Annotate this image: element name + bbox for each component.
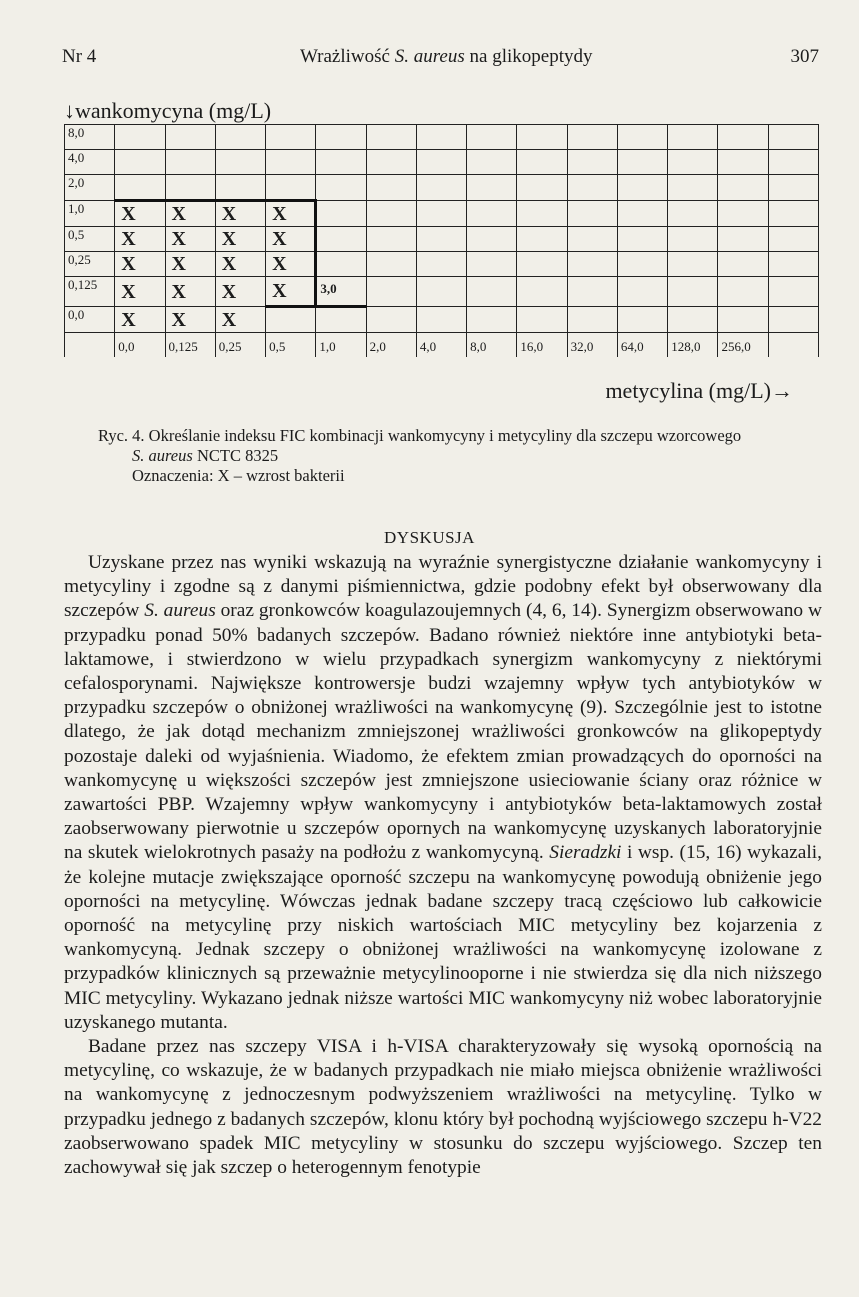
caption-legend: Oznaczenia: X – wzrost bakterii [132, 466, 345, 485]
table-cell [416, 125, 466, 150]
x-tick-label: 0,125 [165, 333, 215, 358]
table-cell [718, 150, 768, 175]
table-cell [567, 307, 617, 333]
row-label: 8,0 [65, 125, 115, 150]
table-cell [316, 307, 366, 333]
row-label: 0,0 [65, 307, 115, 333]
table-cell [517, 125, 567, 150]
y-axis-label: ↓wankomycyna (mg/L) [64, 98, 272, 123]
table-cell [467, 150, 517, 175]
table-cell [366, 125, 416, 150]
table-cell [567, 150, 617, 175]
growth-mark: X [266, 252, 316, 277]
table-cell [316, 201, 366, 227]
table-cell [768, 125, 818, 150]
table-row [65, 175, 819, 201]
table-row [65, 252, 819, 277]
table-cell [366, 150, 416, 175]
section-heading: DYSKUSJA [384, 528, 475, 547]
table-cell [115, 150, 165, 175]
table-cell [467, 125, 517, 150]
table-cell [718, 277, 768, 307]
table-row [65, 201, 819, 227]
x-tick-label: 256,0 [718, 333, 768, 358]
table-cell [617, 125, 667, 150]
growth-mark: X [215, 201, 265, 227]
growth-mark: X [165, 307, 215, 333]
table-cell [266, 150, 316, 175]
running-title [300, 46, 592, 68]
table-cell [567, 175, 617, 201]
table-row [65, 277, 819, 307]
table-cell [617, 277, 667, 307]
table-cell [416, 227, 466, 252]
row-label: 0,25 [65, 252, 115, 277]
table-cell [567, 277, 617, 307]
growth-mark: X [215, 277, 265, 307]
caption-species: S. aureus [132, 446, 193, 465]
table-cell [768, 252, 818, 277]
growth-mark: X [165, 227, 215, 252]
x-tick-label: 0,0 [115, 333, 165, 358]
growth-mark: X [165, 252, 215, 277]
table-cell [266, 307, 316, 333]
table-cell [567, 201, 617, 227]
table-cell [567, 125, 617, 150]
table-cell [768, 175, 818, 201]
row-label: 4,0 [65, 150, 115, 175]
x-tick-label: 64,0 [617, 333, 667, 358]
growth-mark: X [266, 201, 316, 227]
x-tick-label: 0,25 [215, 333, 265, 358]
table-cell [115, 125, 165, 150]
growth-mark: X [215, 307, 265, 333]
row-label: 0,5 [65, 227, 115, 252]
growth-mark: X [115, 277, 165, 307]
table-cell [668, 307, 718, 333]
x-tick-label: 2,0 [366, 333, 416, 358]
table-cell [316, 150, 366, 175]
table-cell [517, 150, 567, 175]
table-cell [366, 201, 416, 227]
table-cell [768, 150, 818, 175]
table-cell [316, 125, 366, 150]
table-cell [115, 175, 165, 201]
table-cell [617, 150, 667, 175]
table-cell [215, 125, 265, 150]
table-cell [366, 277, 416, 307]
growth-mark: X [115, 252, 165, 277]
table-row [65, 227, 819, 252]
caption-line-1: Ryc. 4. Określanie indeksu FIC kombinacji wankomycyny i metycyliny dla szczepu wzorcowego [98, 426, 742, 445]
x-tick-label: 4,0 [416, 333, 466, 358]
row-label: 2,0 [65, 175, 115, 201]
x-tick-label: 8,0 [467, 333, 517, 358]
table-cell [266, 125, 316, 150]
table-cell [718, 307, 768, 333]
table-cell [366, 307, 416, 333]
x-tick-label: 1,0 [316, 333, 366, 358]
table-cell [416, 175, 466, 201]
table-cell [316, 252, 366, 277]
running-header [62, 46, 819, 70]
table-cell [467, 201, 517, 227]
table-cell [617, 307, 667, 333]
table-cell [668, 277, 718, 307]
table-cell [668, 227, 718, 252]
x-tick-label [768, 333, 818, 358]
body-text [64, 551, 822, 1180]
growth-mark: X [215, 227, 265, 252]
table-cell [416, 277, 466, 307]
paragraph: Uzyskane przez nas wyniki wskazują na wyraźnie synergistyczne działanie wankomycyny i metycyliny i zgodne są z danymi piśmiennictwa, gdzie podobny efekt był obserwowany dla szczepów S. aureus oraz gronkowców koagulazoujemnych (4, 6, 14). Synergizm obserwowano w przypadku ponad 50% badanych szczepów. Badano również niektóre inne antybiotyki beta-laktamowe, i stwierdzono w wielu przypadkach synergizm wankomycyny z niektórymi cefalosporynami. Największe kontrowersje budzi wzajemny wpływ tych antybiotyków w przypadku szczepów o obniżonej wrażliwości na wankomycynę (9). Szczególnie jest to istotne dlatego, że jak dotąd mechanizm zmniejszonej wrażliwości gronkowców na glikopeptydy pozostaje daleki od wyjaśnienia. Wiadomo, że efektem zmian prowadzących do oporności na wankomycynę u większości szczepów jest zmniejszone usieciowanie ściany oraz różnice w zawartości PBP. Wzajemny wpływ wankomycyny i antybiotyków beta-laktamowych został zaobserwowany pierwotnie u szczepów opornych na wankomycynę uzyskanych laboratoryjnie na skutek wielokrotnych pasaży na podłożu z wankomycyną. Sieradzki i wsp. (15, 16) wykazali, że kolejne mutacje zwiększające oporność szczepu na wankomycynę powodują obniżenie jego oporności na metycylinę. Wówczas jednak badane szczepy tracą częściowo lub całkowicie oporność na metycylinę przy niskich wartościach MIC metycyliny bez kojarzenia z wankomycyną. Jednak szczepy o obniżonej wrażliwości na wankomycynę izolowane z przypadków klinicznych są przeważnie metycylinooporne i nie stwierdza się dla nich niższego MIC metycyliny. Wykazano jednak niższe wartości MIC wankomycyny niż wobec laboratoryjnie uzyskanego mutanta. [64, 552, 822, 1033]
table-cell [517, 227, 567, 252]
growth-mark: X [115, 201, 165, 227]
table-row [65, 307, 819, 333]
table-cell [668, 150, 718, 175]
axis-corner [65, 333, 115, 358]
table-cell [617, 175, 667, 201]
table-cell [668, 201, 718, 227]
growth-mark: X [215, 252, 265, 277]
table-cell [366, 252, 416, 277]
table-row [65, 150, 819, 175]
table-cell [165, 125, 215, 150]
table-cell [165, 175, 215, 201]
growth-mark: X [165, 277, 215, 307]
table-cell [768, 227, 818, 252]
table-cell [668, 125, 718, 150]
table-cell [517, 252, 567, 277]
x-axis-row [65, 333, 819, 358]
table-cell [668, 252, 718, 277]
table-cell [165, 150, 215, 175]
table-cell [617, 201, 667, 227]
table-cell [517, 307, 567, 333]
table-cell [316, 175, 366, 201]
table-cell [718, 252, 768, 277]
x-tick-label: 0,5 [266, 333, 316, 358]
table-cell [416, 150, 466, 175]
paragraph: Badane przez nas szczepy VISA i h-VISA charakteryzowały się wysoką opornością na metycylinę, co wskazuje, że w badanych przypadkach nie miało miejsca obniżenie wrażliwości na wankomycynę z jednoczesnym podwyższeniem wrażliwości na metycylinę. Tylko w przypadku jednego z badanych szczepów, klonu który był pochodną wyjściowego szczepu h-V22 zaobserwowano spadek MIC metycyliny w stosunku do szczepu wyjściowego. Szczep ten zachowywał się jak szczep o heterogennym fenotypie [64, 1036, 822, 1179]
table-cell [366, 227, 416, 252]
table-cell [617, 252, 667, 277]
table-cell [718, 175, 768, 201]
growth-mark: X [266, 277, 316, 307]
table-cell [366, 175, 416, 201]
table-cell [517, 201, 567, 227]
table-cell [467, 227, 517, 252]
growth-mark: X [115, 307, 165, 333]
growth-mark: X [165, 201, 215, 227]
x-axis-label: metycylina (mg/L)→ [605, 378, 793, 403]
table-cell [215, 175, 265, 201]
fic-table [64, 124, 819, 357]
fic-checkerboard-table [64, 124, 824, 369]
journal-issue: Nr 4 [62, 46, 97, 67]
caption-line-2 [98, 446, 828, 466]
table-cell [467, 277, 517, 307]
table-cell [768, 307, 818, 333]
table-cell [416, 201, 466, 227]
fic-value: 3,0 [316, 277, 366, 307]
x-tick-label: 16,0 [517, 333, 567, 358]
row-label: 0,125 [65, 277, 115, 307]
table-row [65, 125, 819, 150]
table-cell [215, 150, 265, 175]
table-cell [266, 175, 316, 201]
caption-strain: NCTC 8325 [192, 446, 279, 465]
table-cell [718, 125, 768, 150]
table-cell [467, 307, 517, 333]
figure-caption [98, 426, 828, 486]
table-cell [668, 175, 718, 201]
table-cell [467, 252, 517, 277]
x-tick-label: 128,0 [668, 333, 718, 358]
table-cell [567, 227, 617, 252]
x-tick-label: 32,0 [567, 333, 617, 358]
table-cell [416, 307, 466, 333]
running-title-text: Wrażliwość S. aureus na glikopeptydy [300, 46, 593, 67]
table-cell [517, 175, 567, 201]
growth-mark: X [115, 227, 165, 252]
growth-mark: X [266, 227, 316, 252]
table-cell [567, 252, 617, 277]
table-cell [718, 227, 768, 252]
table-cell [617, 227, 667, 252]
page-number: 307 [790, 46, 819, 67]
table-cell [768, 201, 818, 227]
table-cell [768, 277, 818, 307]
row-label: 1,0 [65, 201, 115, 227]
table-cell [416, 252, 466, 277]
table-cell [718, 201, 768, 227]
table-cell [316, 227, 366, 252]
table-cell [467, 175, 517, 201]
table-cell [517, 277, 567, 307]
